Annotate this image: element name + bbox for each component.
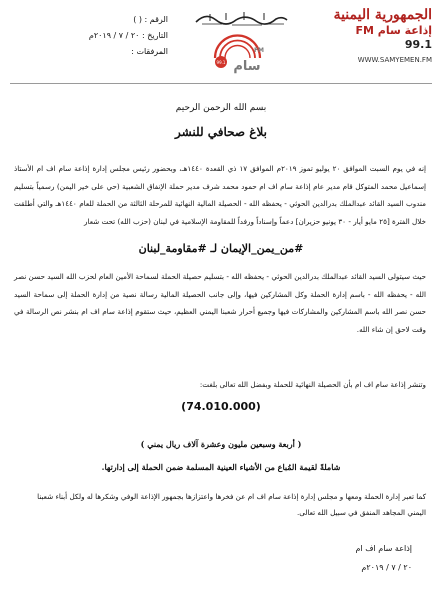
station-header: [302, 6, 432, 64]
station-frequency: 99.1: [404, 38, 432, 51]
logo-wordmark: سام: [233, 59, 261, 74]
amount-in-words: ( أربعة وسبعين مليون وعشرة آلاف ريال يمني ): [140, 439, 302, 449]
paragraph-thanks: كما تعبر إدارة الحملة ومعها و مجلس إدارة إذاعة سام اف ام عن فخرها واعتزازها بجمهور الإذاعة الوفي وشكرها له ولكل أبناء شعبنا اليمني المجاهد المنفق في سبيل الله تعالى.: [37, 492, 426, 517]
paragraph-delivery: حيث سيتولى السيد القائد عبدالملك بدرالدين الحوثي - يحفظه الله - بتسليم حصيلة الحملة لسماحة الأمين العام لحزب الله السيد حسن نصر الله - يحفظه الله - باسم إدارة الحملة وكل المشاركين فيها، وإلى جانب الحصيلة المالية رسالة نصية من إدارة الحملة إلى سماحة السيد حسن نصر الله باسم المشاركين والمشاركات فيها وجميع أحرار شعبنا اليمني العظيم، حيث ستقوم إذاعة سام اف ام بنشر نص الرسالة في وقت لاحق إن شاء الله.: [14, 272, 426, 334]
station-name: إذاعة سام FM: [355, 24, 432, 37]
number-field: الرقم : ( ): [133, 15, 168, 24]
total-amount: (74.010.000): [181, 400, 261, 413]
paragraph-intro: إنه في يوم السبت الموافق ٢٠ يوليو تموز ٢٠١٩م الموافق ١٧ ذي القعدة ١٤٤٠هـ، وبحضور رئيس مجلس إدارة إذاعة سام اف ام الأستاذ إسماعيل محمد المتوكل قام مدير عام إذاعة سام اف ام حمود محمد شرف مدير حملة الإنفاق الشعبية (حي على خير اليمن) رسمياً بتسليم مندوب السيد القائد عبدالملك بدرالدين الحوثي - يحفظه الله - الحصيلة المالية النهائية للمرحلة الثالثة من الحملة للعام ١٤٤٠هـ والتي أطلقت خلال الفترة [٢٥ مايو أيار - ٣٠ يونيو حزيران] دعماً وإسناداً ورفداً للمقاومة الإسلامية في لبنان (حزب الله) تحت شعار: [14, 164, 426, 226]
station-logo: [205, 28, 270, 80]
document-title: بلاغ صحافي للنشر: [175, 125, 267, 139]
paragraph-result: وتنشر إذاعة سام اف ام بأن الحصيلة النهائية للحملة وبفضل الله تعالى بلغت:: [199, 380, 426, 389]
basmala-calligraphy: [192, 8, 290, 28]
logo-fm: FM: [253, 47, 265, 54]
logo-frequency: 99.1: [216, 60, 226, 65]
website-url: WWW.SAMYEMEN.FM: [357, 56, 432, 64]
basmala: بسم الله الرحمن الرحيم: [175, 103, 267, 113]
inclusion-note: شاملةً لقيمة المُباع من الأشياء العينية المسلمة ضمن الحملة إلى إدارتها.: [101, 462, 341, 472]
date-field: التاريخ : ٢٠ / ٧ / ٢٠١٩م: [88, 31, 168, 40]
header-divider: [10, 83, 432, 84]
signature: إذاعة سام اف ام: [355, 544, 412, 553]
signature-date: ٢٠ / ٧ / ٢٠١٩م: [361, 563, 412, 572]
republic-title: الجمهورية اليمنية: [333, 7, 432, 23]
campaign-hashtag: #من_يمن_الإيمان لـ #مقاومة_لبنان: [138, 242, 304, 255]
reference-block: [18, 12, 168, 60]
attachments-field: المرفقات :: [131, 47, 168, 56]
